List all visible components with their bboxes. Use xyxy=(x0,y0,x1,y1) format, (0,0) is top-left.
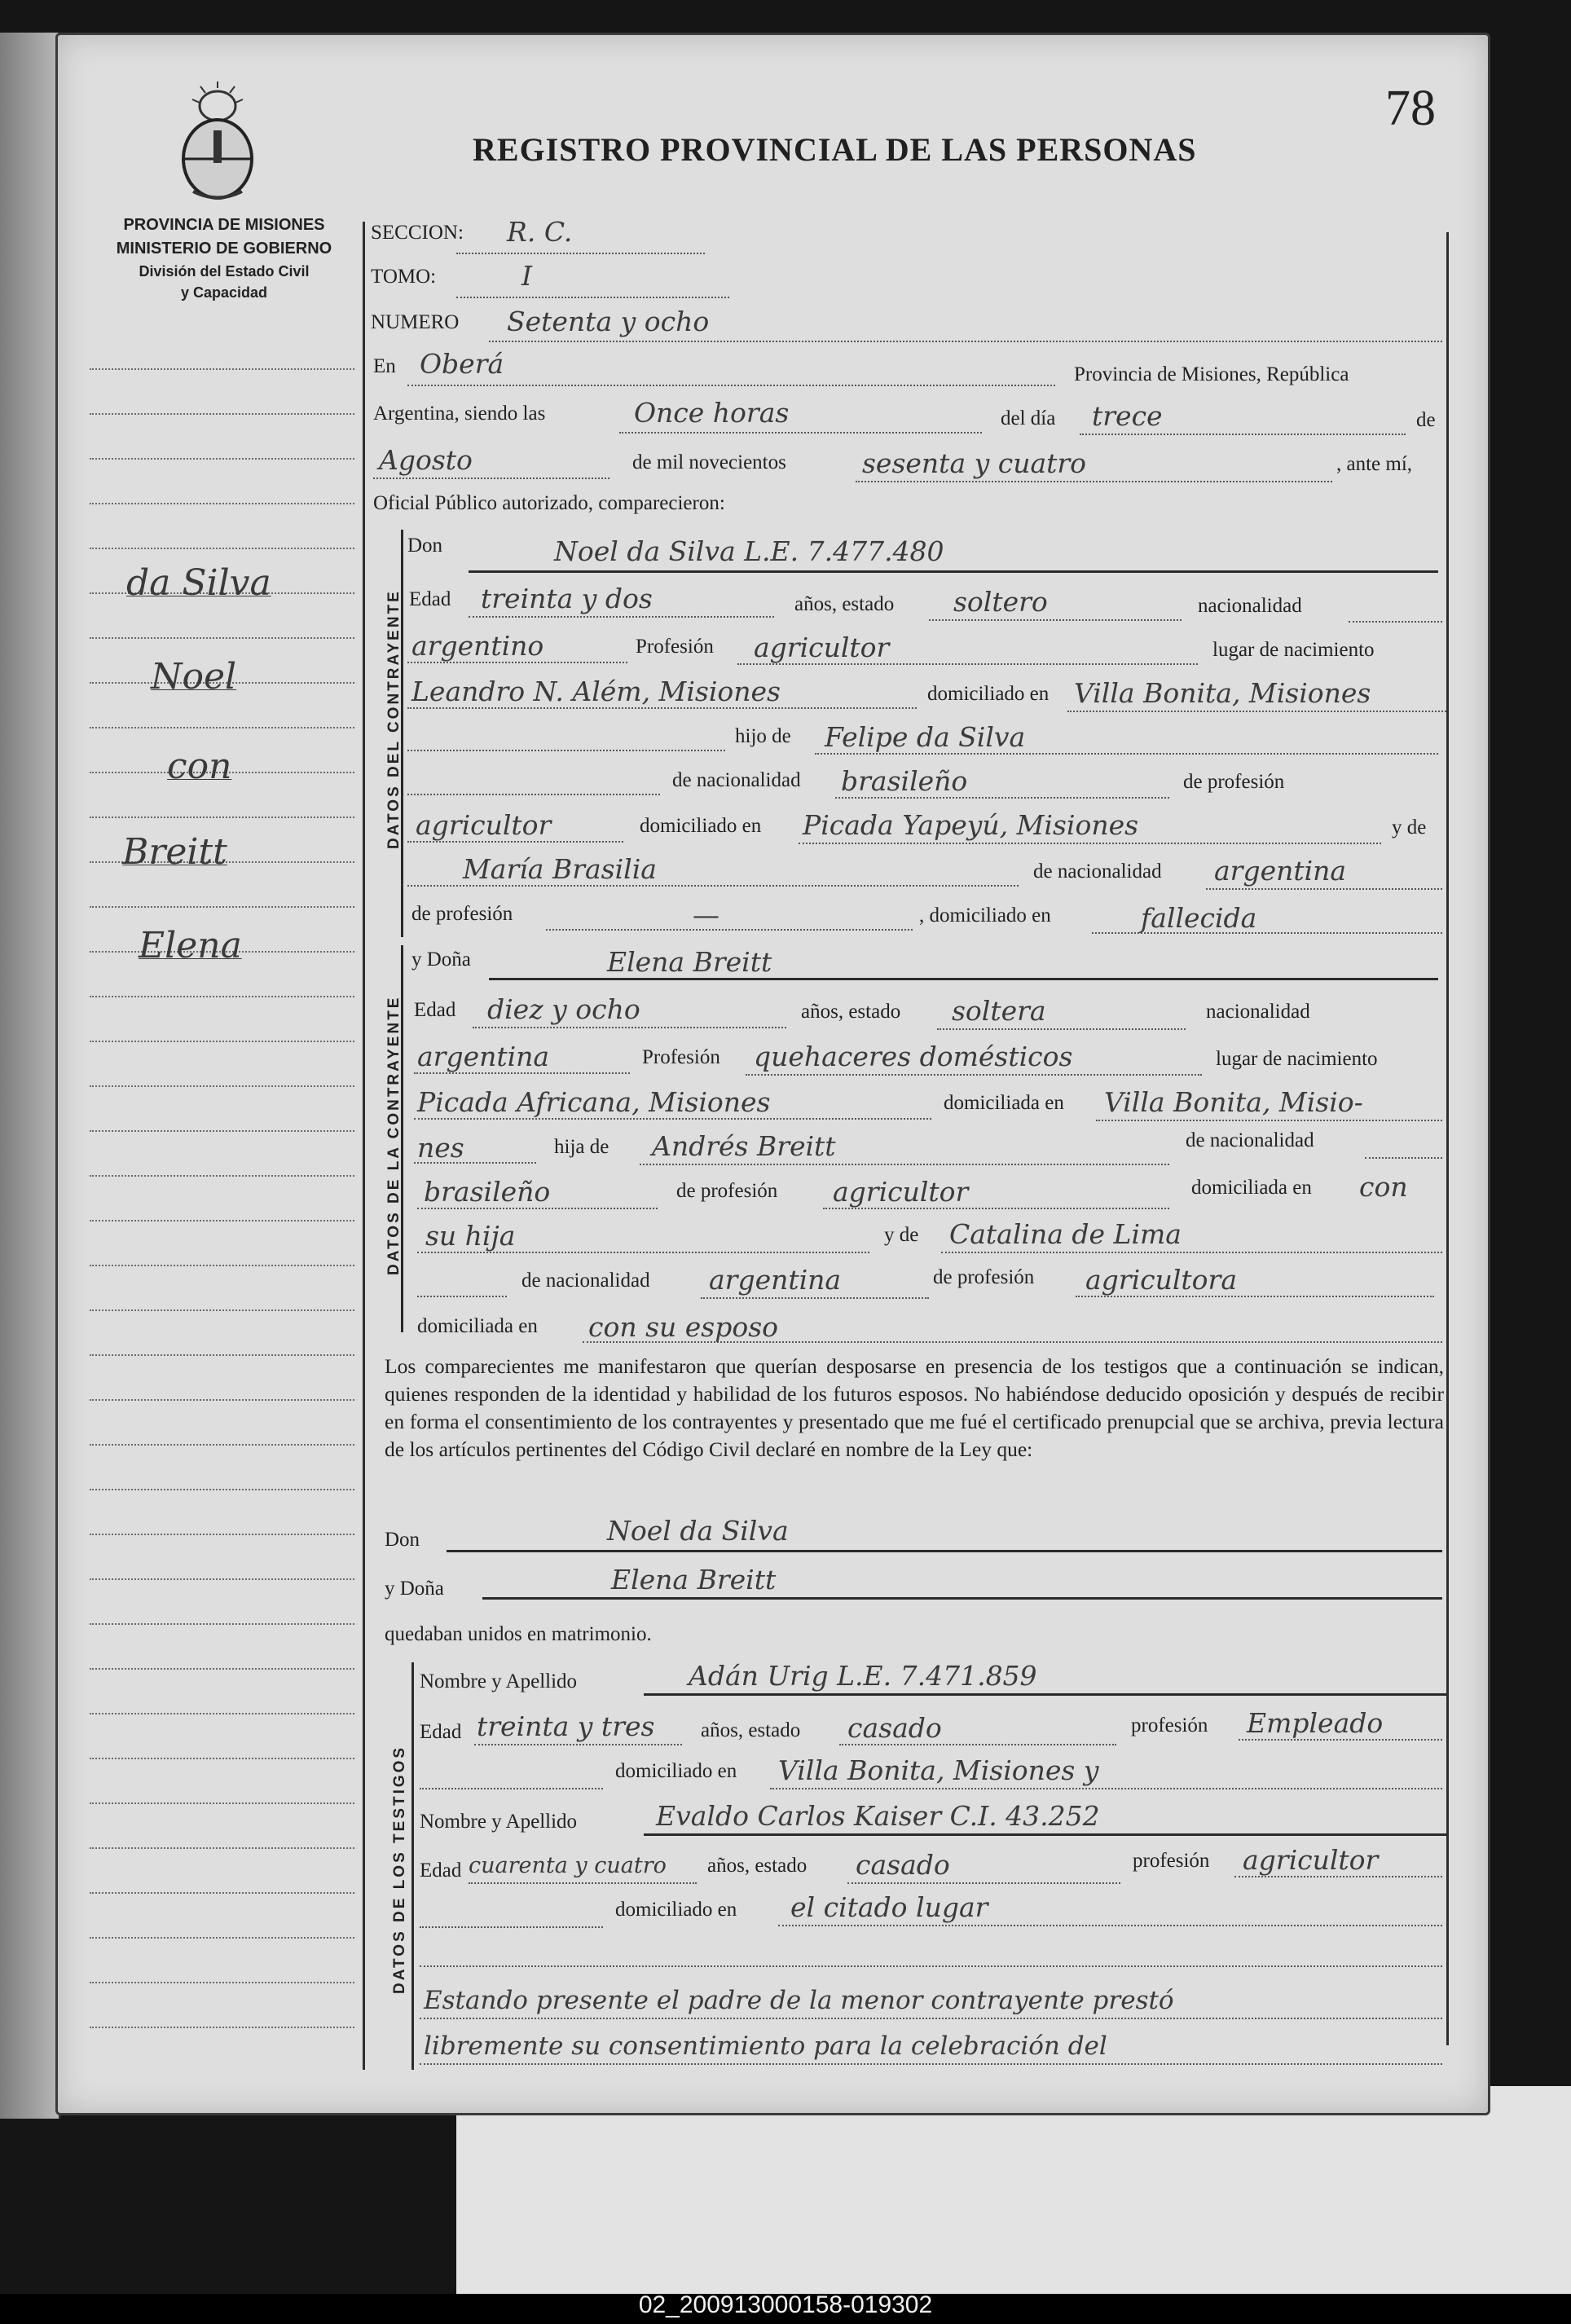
t1-edad-label: Edad xyxy=(420,1721,462,1743)
margin-rule xyxy=(90,1937,354,1939)
blank-line xyxy=(420,1965,1442,1967)
madre-line xyxy=(941,1252,1442,1253)
estado-label: años, estado xyxy=(801,1001,901,1023)
t2-estado-value: casado xyxy=(856,1849,950,1881)
seccion-value: R. C. xyxy=(507,216,573,248)
t2-name-line xyxy=(644,1833,1446,1836)
decl-don-label: Don xyxy=(385,1529,420,1551)
en-line xyxy=(407,385,1055,386)
seccion-label: SECCION: xyxy=(371,222,464,244)
padre-nac-value: brasileño xyxy=(841,765,968,797)
margin-rule xyxy=(90,816,354,818)
madre-prof-line xyxy=(1076,1296,1434,1297)
ante-text: , ante mí, xyxy=(1336,453,1413,475)
t2-dom-line xyxy=(778,1925,1442,1926)
madre-dom-value: con su esposo xyxy=(588,1311,779,1343)
madre-prof-line xyxy=(546,929,913,931)
blank-line xyxy=(420,1926,603,1928)
margin-rule xyxy=(90,1847,354,1849)
t2-name-label: Nombre y Apellido xyxy=(420,1811,578,1833)
don-label: Don xyxy=(407,535,443,557)
margin-rule xyxy=(90,1534,354,1535)
edad-label: Edad xyxy=(409,588,451,610)
de-label: de xyxy=(1416,409,1436,431)
mes-line xyxy=(373,478,609,479)
margin-name: con xyxy=(167,746,232,787)
register-title: REGISTRO PROVINCIAL DE LAS PERSONAS xyxy=(473,131,1197,168)
nacionalidad-value-line xyxy=(414,1072,630,1074)
margin-rule xyxy=(90,1354,354,1356)
margin-rule xyxy=(90,2027,354,2028)
margin-rule xyxy=(90,1444,354,1446)
madre-dom-label: , domiciliado en xyxy=(919,905,1051,927)
margin-rule xyxy=(90,503,354,504)
t2-dom-value: el citado lugar xyxy=(790,1891,988,1923)
padre-nac-value: brasileño xyxy=(424,1176,551,1208)
domicilio-value: Villa Bonita, Misiones xyxy=(1074,677,1371,709)
file-label: 02_200913000158-019302 xyxy=(638,2291,933,2318)
dona-value: Elena Breitt xyxy=(607,946,772,978)
padre-nac-blank xyxy=(1365,1157,1442,1159)
t2-edad-value: cuarenta y cuatro xyxy=(469,1853,667,1878)
hijo-label: hijo de xyxy=(735,725,791,747)
profesion-label: Profesión xyxy=(636,636,714,658)
t2-edad-line xyxy=(469,1882,697,1884)
margin-rule xyxy=(90,1220,354,1221)
decl-don-value: Noel da Silva xyxy=(607,1515,789,1547)
t1-name-label: Nombre y Apellido xyxy=(420,1670,578,1692)
agency-block xyxy=(81,213,367,303)
agency-capacidad: y Capacidad xyxy=(180,284,268,302)
padre-nac-label: de nacionalidad xyxy=(1186,1129,1314,1151)
lugar-value: Picada Africana, Misiones xyxy=(417,1086,771,1118)
y-de-label: y de xyxy=(884,1224,919,1246)
edad-value: treinta y dos xyxy=(481,583,653,614)
decl-dona-value: Elena Breitt xyxy=(611,1564,777,1596)
padre-dom-value: Picada Yapeyú, Misiones xyxy=(803,809,1139,841)
padre-dom-cont: su hija xyxy=(425,1220,516,1252)
nacionalidad-value: argentino xyxy=(411,630,544,662)
margin-rule xyxy=(90,1085,354,1087)
right-border xyxy=(1446,232,1449,2045)
margin-rule xyxy=(90,368,354,370)
estado-line xyxy=(929,619,1182,621)
t1-estado-label: años, estado xyxy=(701,1719,801,1741)
domicilio-line xyxy=(1096,1120,1442,1121)
madre-line xyxy=(407,885,1019,887)
profesion-line xyxy=(737,663,1198,665)
t1-estado-line xyxy=(839,1744,1116,1745)
seccion-line xyxy=(456,253,705,254)
nacionalidad-line xyxy=(1349,621,1442,623)
padre-dom-value: con xyxy=(1359,1171,1408,1203)
numero-value: Setenta y ocho xyxy=(507,306,710,337)
margin-rule xyxy=(90,1892,354,1894)
margin-separator xyxy=(363,222,365,2070)
domicilio-label: domiciliado en xyxy=(927,683,1050,705)
margin-rule xyxy=(90,1130,354,1132)
agency-division: División del Estado Civil xyxy=(139,263,310,279)
margin-name: da Silva xyxy=(126,562,271,604)
note-line-1-rule xyxy=(420,2018,1442,2019)
margin-rule xyxy=(90,1758,354,1759)
agency-ministry: MINISTERIO DE GOBIERNO xyxy=(116,240,332,257)
decl-don-line xyxy=(447,1550,1442,1552)
padre-prof-label: de profesión xyxy=(676,1180,778,1202)
numero-label: NUMERO xyxy=(371,311,460,333)
margin-rule xyxy=(90,1623,354,1625)
left-page-edge xyxy=(0,33,61,2119)
madre-dom-line xyxy=(1092,932,1442,934)
t2-prof-value: agricultor xyxy=(1243,1844,1379,1876)
t2-dom-label: domiciliado en xyxy=(615,1899,737,1921)
margin-name: Breitt xyxy=(122,831,227,873)
profesion-value: agricultor xyxy=(754,632,890,663)
madre-prof-value: — xyxy=(693,899,719,931)
madre-value: Catalina de Lima xyxy=(949,1218,1182,1250)
oficial-text: Oficial Público autorizado, comparecieron: xyxy=(373,492,725,514)
padre-prof-label: de profesión xyxy=(1183,771,1285,793)
margin-rule xyxy=(90,458,354,460)
domicilio-line xyxy=(1067,711,1446,712)
dia-line xyxy=(1080,434,1406,435)
madre-prof-label: de profesión xyxy=(411,903,513,925)
padre-dom-label: domiciliado en xyxy=(640,815,762,837)
madre-prof-label: de profesión xyxy=(933,1266,1035,1288)
lugar-value: Leandro N. Além, Misiones xyxy=(411,676,781,707)
t1-name-line xyxy=(644,1693,1446,1696)
blank-line xyxy=(417,1296,507,1297)
t2-prof-label: profesión xyxy=(1133,1850,1210,1872)
margin-rule xyxy=(90,906,354,908)
underlying-page xyxy=(456,2086,1571,2298)
margin-rule xyxy=(90,996,354,997)
profesion-value: quehaceres domésticos xyxy=(754,1041,1073,1072)
t1-dom-label: domiciliado en xyxy=(615,1760,737,1782)
anio-value: sesenta y cuatro xyxy=(862,447,1087,479)
hija-label: hija de xyxy=(554,1136,609,1158)
tomo-value: I xyxy=(521,260,533,292)
margin-rule xyxy=(90,548,354,549)
domicilio-value: Villa Bonita, Misio- xyxy=(1104,1086,1363,1118)
anio-line xyxy=(856,481,1332,482)
horas-value: Once horas xyxy=(634,397,790,429)
madre-nac-line xyxy=(1206,888,1442,890)
nacionalidad-label: nacionalidad xyxy=(1198,595,1302,617)
note-line-2: libremente su consentimiento para la celebración del xyxy=(424,2031,1107,2061)
padre-prof-value: agricultor xyxy=(833,1176,969,1208)
madre-dom-label: domiciliada en xyxy=(417,1315,538,1337)
numero-line xyxy=(489,341,1442,342)
padre-dom-label: domiciliada en xyxy=(1191,1177,1312,1199)
estado-label: años, estado xyxy=(794,593,895,615)
padre-value: Andrés Breitt xyxy=(652,1130,836,1162)
margin-rule xyxy=(90,413,354,415)
madre-dom-value: fallecida xyxy=(1141,902,1257,934)
en-value: Oberá xyxy=(420,348,504,380)
edad-value: diez y ocho xyxy=(487,993,640,1025)
estado-line xyxy=(937,1028,1186,1030)
testigos-bracket xyxy=(411,1662,414,2070)
madre-nac-value: argentina xyxy=(709,1264,842,1296)
margin-rule xyxy=(90,1668,354,1670)
t1-prof-value: Empleado xyxy=(1247,1707,1384,1739)
t1-edad-value: treinta y tres xyxy=(477,1710,655,1742)
padre-prof-line xyxy=(407,841,623,843)
madre-nac-label: de nacionalidad xyxy=(521,1270,650,1292)
madre-nac-line xyxy=(701,1297,929,1299)
padre-prof-line xyxy=(823,1208,1169,1209)
t2-name-value: Evaldo Carlos Kaiser C.I. 43.252 xyxy=(656,1800,1100,1832)
t2-estado-line xyxy=(847,1882,1120,1884)
tomo-line xyxy=(456,297,729,298)
horas-line xyxy=(619,432,982,434)
profesion-line xyxy=(746,1074,1202,1076)
note-line-2-rule xyxy=(420,2063,1442,2065)
madre-value: María Brasilia xyxy=(463,853,657,885)
lugar-line xyxy=(407,707,917,709)
t1-dom-line xyxy=(770,1788,1442,1789)
domicilio-cont-line xyxy=(414,1162,536,1164)
margin-name: Elena xyxy=(139,925,242,966)
padre-value: Felipe da Silva xyxy=(825,721,1026,753)
contrayenta-section-label: DATOS DE LA CONTRAYENTE xyxy=(385,995,403,1275)
coat-of-arms-seal xyxy=(173,81,262,204)
contrayente-section-label: DATOS DEL CONTRAYENTE xyxy=(385,589,403,849)
blank-line xyxy=(407,794,660,795)
edad-label: Edad xyxy=(414,999,456,1021)
mil-text: de mil novecientos xyxy=(632,451,786,473)
mes-value: Agosto xyxy=(379,444,473,476)
blank-line xyxy=(407,750,725,751)
madre-prof-value: agricultora xyxy=(1085,1264,1237,1296)
lugar-label: lugar de nacimiento xyxy=(1212,639,1375,661)
margin-rule xyxy=(90,1265,354,1266)
y-de-label: y de xyxy=(1392,816,1427,838)
nacionalidad-value-line xyxy=(407,662,627,663)
dia-value: trece xyxy=(1092,400,1163,432)
padre-nac-label: de nacionalidad xyxy=(672,769,801,791)
page-number: 78 xyxy=(1385,81,1436,136)
domicilio-cont: nes xyxy=(417,1132,464,1164)
padre-dom-line xyxy=(799,843,1381,844)
declaration-paragraph: Los comparecientes me manifestaron que querían desposarse en presencia de los testigos que a continuación se indican, quienes responden de la identidad y habilidad de los futuros esposos. No habiéndose deducido oposición y después de recibir en forma el consentimiento de los contrayentes y presentado que me fué el certificado prenupcial que se archiva, previa lectura de los artículos pertinentes del Código Civil declaré en nombre de la Ley que: xyxy=(385,1354,1444,1461)
margin-rule xyxy=(90,1041,354,1042)
estado-value: soltera xyxy=(952,995,1046,1027)
padre-nac-line xyxy=(835,797,1169,799)
t1-name-value: Adán Urig L.E. 7.471.859 xyxy=(689,1660,1037,1692)
margin-rule xyxy=(90,1399,354,1401)
margin-rule xyxy=(90,1309,354,1311)
margin-rule xyxy=(90,637,354,639)
margin-rule xyxy=(90,727,354,728)
agency-province: PROVINCIA DE MISIONES xyxy=(123,216,325,234)
madre-nac-label: de nacionalidad xyxy=(1033,860,1162,883)
padre-prof-value: agricultor xyxy=(416,809,552,841)
tomo-label: TOMO: xyxy=(371,266,437,288)
dona-label: y Doña xyxy=(411,949,471,971)
closing-text: quedaban unidos en matrimonio. xyxy=(385,1623,652,1645)
domicilio-label: domiciliada en xyxy=(944,1092,1064,1114)
t1-prof-label: profesión xyxy=(1131,1714,1208,1736)
margin-rule xyxy=(90,1982,354,1983)
t1-dom-value: Villa Bonita, Misiones y xyxy=(778,1754,1099,1786)
margin-rule xyxy=(90,1802,354,1804)
padre-nac-line xyxy=(417,1208,658,1209)
margin-rule xyxy=(90,1489,354,1490)
dia-label: del día xyxy=(1001,407,1056,429)
madre-dom-line xyxy=(583,1341,1442,1343)
nacionalidad-label: nacionalidad xyxy=(1206,1001,1310,1023)
margin-rule xyxy=(90,1578,354,1580)
profesion-label: Profesión xyxy=(642,1046,720,1068)
decl-dona-label: y Doña xyxy=(385,1578,444,1600)
madre-nac-value: argentina xyxy=(1214,855,1347,887)
note-line-1: Estando presente el padre de la menor contrayente prestó xyxy=(424,1986,1174,2015)
blank-line xyxy=(420,1788,603,1789)
testigos-section-label: DATOS DE LOS TESTIGOS xyxy=(391,1745,408,1994)
edad-line xyxy=(469,616,774,618)
en-label: En xyxy=(373,355,396,377)
margin-rule xyxy=(90,1175,354,1177)
t1-prof-line xyxy=(1239,1739,1442,1741)
decl-dona-line xyxy=(482,1597,1442,1600)
t1-edad-line xyxy=(474,1744,682,1745)
lugar-line xyxy=(414,1118,931,1120)
t2-estado-label: años, estado xyxy=(707,1855,808,1877)
argentina-text: Argentina, siendo las xyxy=(373,403,546,425)
nacionalidad-value: argentina xyxy=(417,1041,550,1072)
margin-name: Noel xyxy=(151,656,237,698)
padre-line xyxy=(815,753,1438,755)
provincia-text: Provincia de Misiones, República xyxy=(1074,363,1349,385)
padre-dom-cont-line xyxy=(417,1252,869,1253)
lugar-label: lugar de nacimiento xyxy=(1216,1048,1378,1070)
t2-prof-line xyxy=(1234,1876,1442,1877)
estado-value: soltero xyxy=(953,586,1048,618)
don-line xyxy=(469,570,1438,573)
edad-line xyxy=(473,1027,786,1028)
margin-rule xyxy=(90,1713,354,1714)
padre-line xyxy=(640,1164,1169,1165)
dona-line xyxy=(489,978,1438,980)
t2-edad-label: Edad xyxy=(420,1860,462,1882)
don-value: Noel da Silva L.E. 7.477.480 xyxy=(554,535,944,567)
t1-estado-value: casado xyxy=(847,1712,942,1744)
